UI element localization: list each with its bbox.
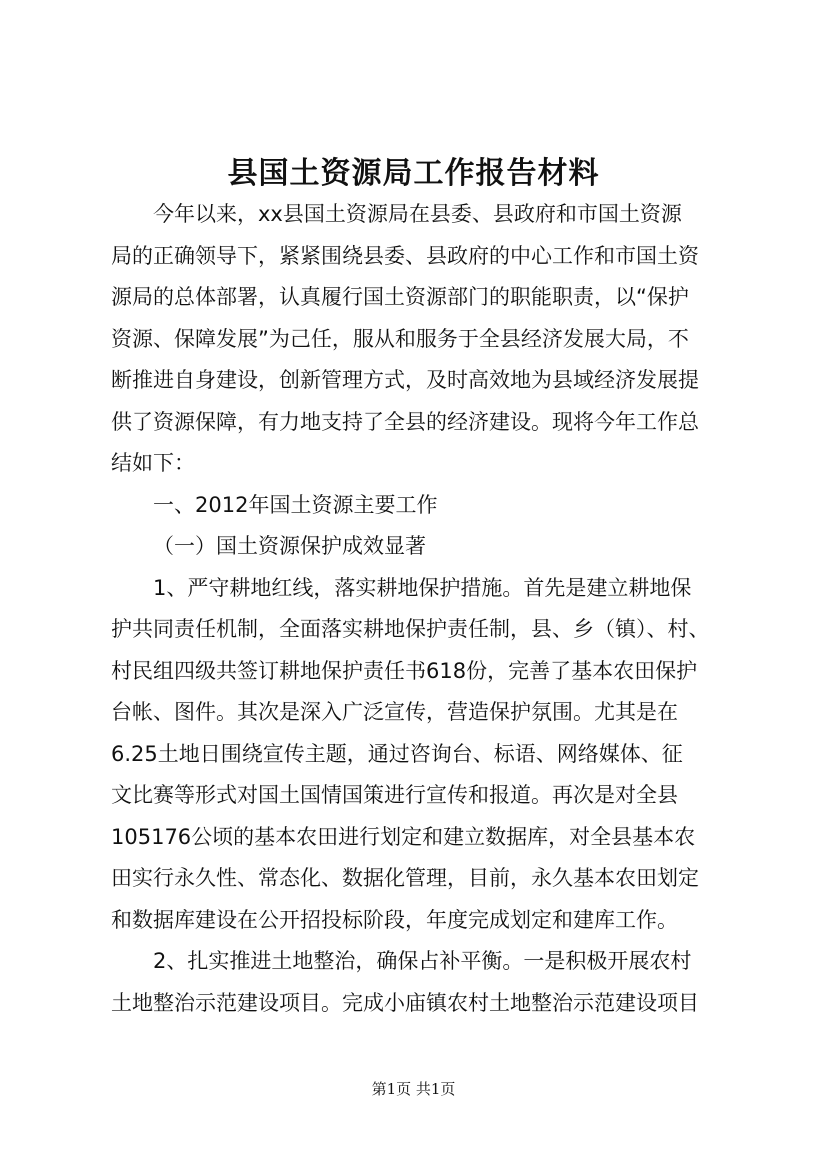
body-line: 村民组四级共签订耕地保护责任书618份，完善了基本农田保护 <box>111 658 698 683</box>
body-line: 2、扎实推进土地整治，确保占补平衡。一是积极开展农村 <box>153 949 692 973</box>
page-footer: 第1页 共1页 <box>371 1080 456 1098</box>
body-line: 6.25土地日围绕宣传主题，通过咨询台、标语、网络媒体、征 <box>111 741 683 766</box>
body-line: 源局的总体部署，认真履行国土资源部门的职能职责，以“保护 <box>111 285 689 309</box>
body-line: 资源、保障发展”为己任，服从和服务于全县经济发展大局，不 <box>111 326 689 351</box>
body-line: 局的正确领导下，紧紧围绕县委、县政府的中心工作和市国土资 <box>111 243 699 268</box>
body-line: 断推进自身建设，创新管理方式，及时高效地为县域经济发展提 <box>111 368 699 392</box>
body-line: 供了资源保障，有力地支持了全县的经济建设。现将今年工作总 <box>111 409 699 434</box>
body-line: 1、严守耕地红线，落实耕地保护措施。首先是建立耕地保 <box>153 575 692 600</box>
body-line: 105176公顷的基本农田进行划定和建立数据库，对全县基本农 <box>111 824 696 849</box>
body-line: 和数据库建设在公开招投标阶段，年度完成划定和建库工作。 <box>111 907 678 932</box>
document-title: 县国土资源局工作报告材料 <box>227 156 600 191</box>
body-line: 结如下： <box>111 451 195 475</box>
body-line: 田实行永久性、常态化、数据化管理，目前，永久基本农田划定 <box>111 866 699 890</box>
subsection-heading: （一）国土资源保护成效显著 <box>153 534 426 558</box>
section-heading: 一、2012年国土资源主要工作 <box>153 492 438 517</box>
body-line: 文比赛等形式对国土国情国策进行宣传和报道。再次是对全县 <box>111 783 678 807</box>
body-line: 今年以来，xx县国土资源局在县委、县政府和市国土资源 <box>153 202 682 226</box>
body-line: 土地整治示范建设项目。完成小庙镇农村土地整治示范建设项目 <box>111 990 699 1015</box>
body-line: 护共同责任机制，全面落实耕地保护责任制，县、乡（镇）、村、 <box>111 617 710 641</box>
body-line: 台帐、图件。其次是深入广泛宣传，营造保护氛围。尤其是在 <box>111 700 678 724</box>
document-body <box>111 194 723 1024</box>
